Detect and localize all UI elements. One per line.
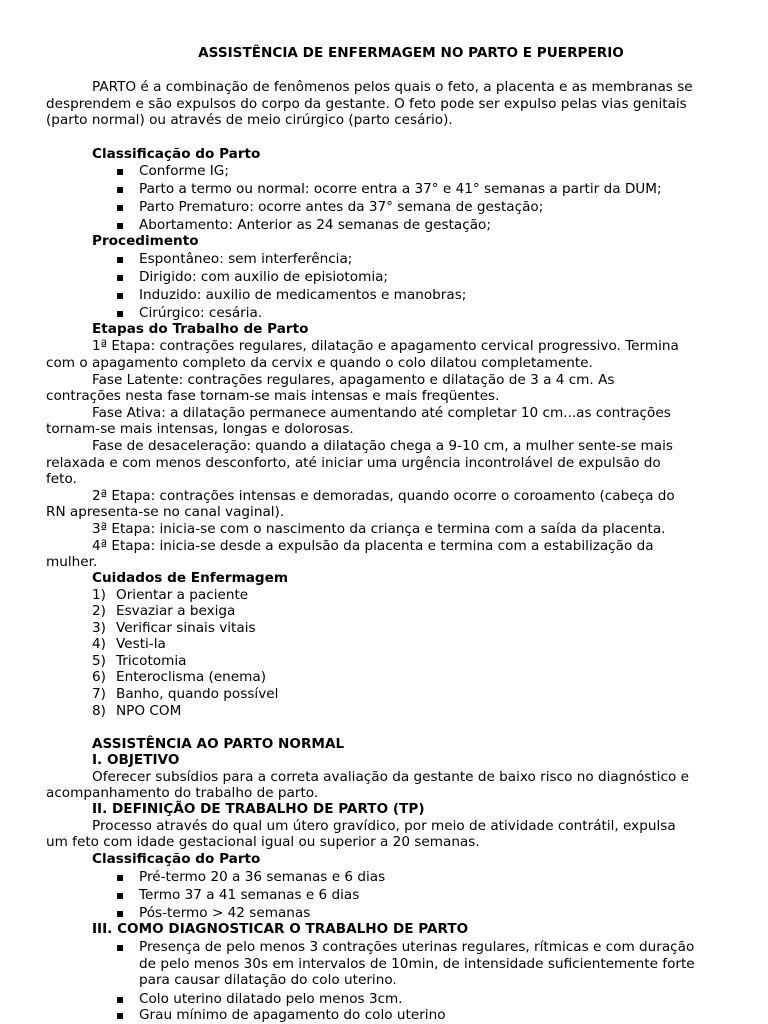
paragraph-line: 3ª Etapa: inicia-se com o nascimento da criança e termina com a saída da placenta. (92, 521, 666, 537)
numbered-item: 3) Verificar sinais vitais (92, 620, 256, 636)
paragraph-line: tornam-se mais intensas, longas e dolorosas. (46, 421, 354, 437)
paragraph-line: um feto com idade gestacional igual ou superior a 20 semanas. (46, 834, 480, 850)
section-heading-classificacao-2: Classificação do Parto (92, 851, 261, 867)
section-heading-parto-normal: ASSISTÊNCIA AO PARTO NORMAL (92, 736, 345, 752)
section-heading-diagnostico: III. COMO DIAGNOSTICAR O TRABALHO DE PARTO (92, 921, 469, 937)
paragraph-line: acompanhamento do trabalho de parto. (46, 785, 319, 801)
paragraph-line: com o apagamento completo da cervix e quando o colo dilatou completamente. (46, 355, 593, 371)
paragraph-line: Oferecer subsídios para a correta avaliação da gestante de baixo risco no diagnóstico e (92, 769, 689, 785)
bullet-item-continuation: para causar dilatação do colo uterino. (139, 972, 397, 988)
paragraph-line: Fase de desaceleração: quando a dilatação chega a 9-10 cm, a mulher sente-se mais (92, 438, 673, 454)
bullet-item: ▪ Parto Prematuro: ocorre antes da 37° semana de gestação; (139, 199, 543, 216)
bullet-item: ▪ Dirigido: com auxilio de episiotomia; (139, 269, 388, 286)
paragraph-line: Processo através do qual um útero gravídico, por meio de atividade contrátil, expulsa (92, 818, 676, 834)
paragraph-line: 1ª Etapa: contrações regulares, dilatação e apagamento cervical progressivo. Termina (92, 338, 679, 354)
paragraph-line: contrações nesta fase tornam-se mais intensas e mais freqüentes. (46, 388, 500, 404)
paragraph-line: 2ª Etapa: contrações intensas e demoradas, quando ocorre o coroamento (cabeça do (92, 488, 675, 504)
paragraph-line: relaxada e com menos desconforto, até iniciar uma urgência incontrolável de expulsão do (46, 455, 661, 471)
numbered-item: 6) Enteroclisma (enema) (92, 669, 267, 685)
paragraph-line: 4ª Etapa: inicia-se desde a expulsão da placenta e termina com a estabilização da (92, 538, 654, 554)
bullet-item: ▪ Pós-termo > 42 semanas (139, 905, 310, 922)
bullet-item: ▪ Parto a termo ou normal: ocorre entra a 37° e 41° semanas a partir da DUM; (139, 181, 662, 198)
numbered-item: 2) Esvaziar a bexiga (92, 603, 236, 619)
bullet-item: ▪ Presença de pelo menos 3 contrações uterinas regulares, rítmicas e com duração (139, 939, 694, 956)
intro-line: desprendem e são expulsos do corpo da gestante. O feto pode ser expulso pelas vias genitais (46, 96, 687, 112)
section-heading-classificacao: Classificação do Parto (92, 146, 261, 162)
section-heading-etapas: Etapas do Trabalho de Parto (92, 321, 309, 337)
paragraph-line: Fase Ativa: a dilatação permanece aumentando até completar 10 cm...as contrações (92, 405, 671, 421)
numbered-item: 8) NPO COM (92, 703, 182, 719)
bullet-item: ▪ Cirúrgico: cesária. (139, 305, 262, 322)
bullet-item: ▪ Pré-termo 20 a 36 semanas e 6 dias (139, 869, 385, 886)
bullet-item: ▪ Induzido: auxilio de medicamentos e manobras; (139, 287, 466, 304)
document-title: ASSISTÊNCIA DE ENFERMAGEM NO PARTO E PUERPERIO (198, 45, 624, 61)
bullet-item: ▪ Termo 37 a 41 semanas e 6 dias (139, 887, 359, 904)
paragraph-line: RN apresenta-se no canal vaginal). (46, 504, 285, 520)
bullet-item: ▪ Abortamento: Anterior as 24 semanas de gestação; (139, 217, 491, 234)
bullet-item: ▪ Colo uterino dilatado pelo menos 3cm. (139, 991, 403, 1008)
numbered-item: 7) Banho, quando possível (92, 686, 279, 702)
section-heading-procedimento: Procedimento (92, 233, 199, 249)
intro-line: PARTO é a combinação de fenômenos pelos quais o feto, a placenta e as membranas se (92, 79, 693, 95)
paragraph-line: mulher. (46, 554, 98, 570)
paragraph-line: Fase Latente: contrações regulares, apagamento e dilatação de 3 a 4 cm. As (92, 372, 615, 388)
bullet-item-continuation: de pelo menos 30s em intervalos de 10min, de intensidade suficientemente forte (139, 956, 695, 972)
bullet-item: ▪ Conforme IG; (139, 163, 229, 180)
section-heading-objetivo: I. OBJETIVO (92, 752, 180, 768)
bullet-item: ▪ Espontâneo: sem interferência; (139, 251, 352, 268)
section-heading-definicao: II. DEFINIÇÃO DE TRABALHO DE PARTO (TP) (92, 801, 425, 817)
numbered-item: 1) Orientar a paciente (92, 587, 249, 603)
numbered-item: 5) Tricotomia (92, 653, 187, 669)
section-heading-cuidados: Cuidados de Enfermagem (92, 570, 289, 586)
numbered-item: 4) Vesti-la (92, 636, 166, 652)
bullet-item: ▪ Grau mínimo de apagamento do colo uterino (139, 1007, 446, 1024)
paragraph-line: feto. (46, 471, 77, 487)
intro-line: (parto normal) ou através de meio cirúrgico (parto cesário). (46, 112, 453, 128)
